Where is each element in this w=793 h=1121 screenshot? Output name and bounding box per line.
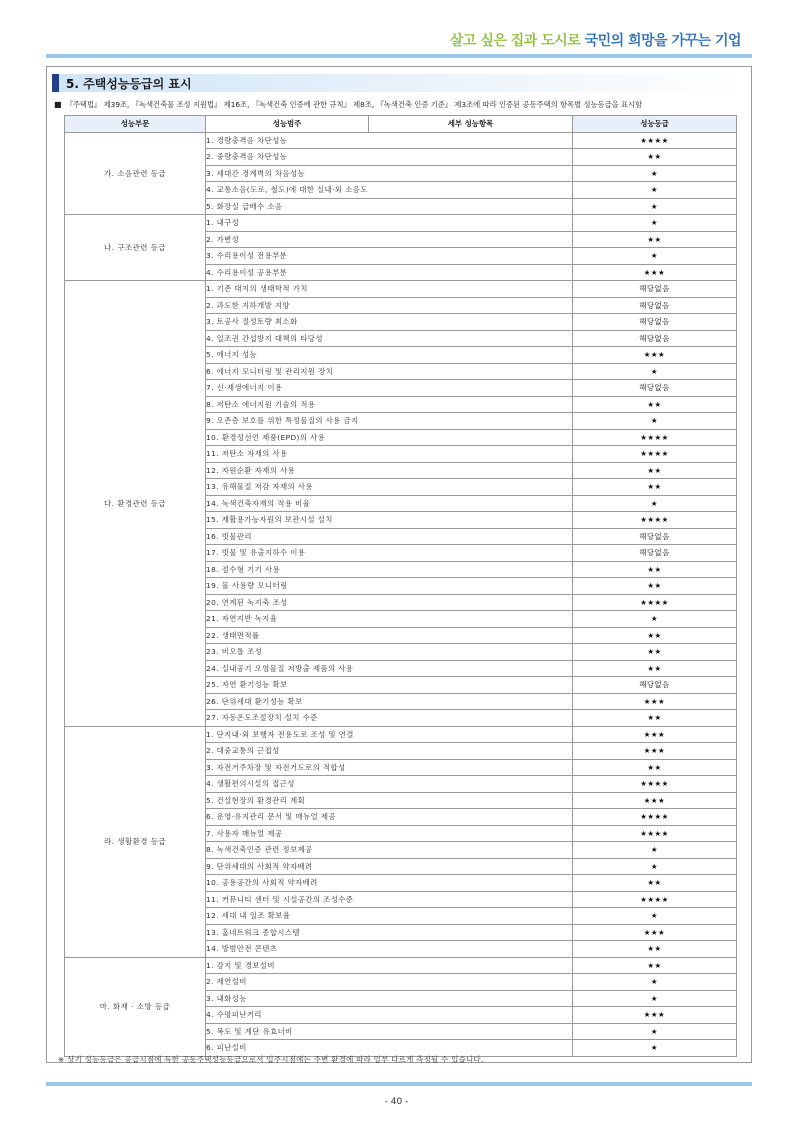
table-body: [65, 132, 737, 1056]
grade-cell: ★★★★: [573, 512, 737, 529]
item-name-cell: 4. 수리용이성 공용부분: [206, 264, 573, 281]
grade-cell: ★: [573, 611, 737, 628]
grade-cell: ★★★★: [573, 594, 737, 611]
grade-cell: ★: [573, 974, 737, 991]
performance-grade-table: [64, 115, 737, 1057]
grade-cell: ★★★: [573, 726, 737, 743]
item-name-cell: 19. 물 사용량 모니터링: [206, 578, 573, 595]
item-name-cell: 13. 유해물질 저감 자재의 사용: [206, 479, 573, 496]
item-name-cell: 27. 자동온도조절장치 설치 수준: [206, 710, 573, 727]
category-cell: 마. 화재 · 소방 등급: [65, 957, 206, 1056]
item-name-cell: 3. 자전거주차장 및 자전거도로의 적합성: [206, 759, 573, 776]
section-header: [52, 74, 744, 92]
grade-cell: ★: [573, 248, 737, 265]
footnote: ※ 상기 성능등급은 공급시점에 득한 공동주택성능등급으로서 입주시점에는 주변 환경에 따라 일부 다르게 측정될 수 있습니다.: [58, 1055, 484, 1064]
table-header-row: [65, 116, 737, 133]
grade-cell: ★: [573, 858, 737, 875]
item-name-cell: 20. 연계된 녹지축 조성: [206, 594, 573, 611]
item-name-cell: 11. 저탄소 자재의 사용: [206, 446, 573, 463]
category-cell: 다. 환경관련 등급: [65, 281, 206, 727]
item-name-cell: 3. 세대간 경계벽의 차음성능: [206, 165, 573, 182]
item-name-cell: 1. 단지내·외 보행자 전용도로 조성 및 연결: [206, 726, 573, 743]
item-name-cell: 23. 비오톱 조성: [206, 644, 573, 661]
item-name-cell: 18. 절수형 기기 사용: [206, 561, 573, 578]
grade-cell: ★★: [573, 957, 737, 974]
item-name-cell: 1. 기존 대지의 생태학적 가치: [206, 281, 573, 298]
grade-cell: ★★★: [573, 924, 737, 941]
grade-cell: 해당없음: [573, 545, 737, 562]
item-name-cell: 14. 녹색건축자재의 적용 비율: [206, 495, 573, 512]
item-name-cell: 5. 복도 및 계단 유효너비: [206, 1023, 573, 1040]
item-name-cell: 21. 자연지반 녹지율: [206, 611, 573, 628]
item-name-cell: 24. 실내공기 오염물질 저방출 제품의 사용: [206, 660, 573, 677]
item-name-cell: 25. 자연 환기성능 확보: [206, 677, 573, 694]
grade-cell: 해당없음: [573, 281, 737, 298]
grade-cell: 해당없음: [573, 528, 737, 545]
item-name-cell: 2. 제연설비: [206, 974, 573, 991]
item-name-cell: 8. 녹색건축인증 관련 정보제공: [206, 842, 573, 859]
grade-cell: ★★★: [573, 693, 737, 710]
grade-cell: ★: [573, 990, 737, 1007]
table-row: [65, 957, 737, 974]
section-marker: [52, 74, 59, 92]
item-name-cell: 9. 오존층 보호를 위한 특정물질의 사용 금지: [206, 413, 573, 430]
grade-cell: ★★★: [573, 347, 737, 364]
section-title: 5. 주택성능등급의 표시: [66, 77, 192, 91]
grade-cell: ★★★: [573, 792, 737, 809]
item-name-cell: 12. 세대 내 일조 확보율: [206, 908, 573, 925]
grade-cell: ★★★★: [573, 825, 737, 842]
section-intro: [54, 100, 750, 110]
header-detail: 세부 성능항목: [369, 116, 573, 133]
item-name-cell: 17. 빗물 및 유출지하수 이용: [206, 545, 573, 562]
item-name-cell: 4. 생활편의시설의 접근성: [206, 776, 573, 793]
bottom-divider: [46, 1082, 752, 1086]
item-name-cell: 8. 저탄소 에너지원 기술의 적용: [206, 396, 573, 413]
grade-cell: ★★★★: [573, 429, 737, 446]
item-name-cell: 11. 커뮤니티 센터 및 시설공간의 조성수준: [206, 891, 573, 908]
item-name-cell: 5. 에너지 성능: [206, 347, 573, 364]
grade-cell: 해당없음: [573, 677, 737, 694]
item-name-cell: 10. 환경성선언 제품(EPD)의 사용: [206, 429, 573, 446]
grade-cell: 해당없음: [573, 297, 737, 314]
item-name-cell: 3. 수리용이성 전용부분: [206, 248, 573, 265]
category-cell: 라. 생활환경 등급: [65, 726, 206, 957]
grade-cell: ★★: [573, 627, 737, 644]
grade-cell: ★★★★: [573, 446, 737, 463]
grade-cell: 해당없음: [573, 330, 737, 347]
grade-cell: ★★★: [573, 1007, 737, 1024]
item-name-cell: 10. 공용공간의 사회적 약자배려: [206, 875, 573, 892]
item-name-cell: 3. 토공사 절성토량 최소화: [206, 314, 573, 331]
item-name-cell: 12. 자원순환 자재의 사용: [206, 462, 573, 479]
grade-cell: ★★★★: [573, 809, 737, 826]
header-scope: 성능범주: [206, 116, 369, 133]
grade-cell: ★: [573, 182, 737, 199]
item-name-cell: 22. 생태면적률: [206, 627, 573, 644]
item-name-cell: 9. 단위세대의 사회적 약자배려: [206, 858, 573, 875]
item-name-cell: 7. 사용자 매뉴얼 제공: [206, 825, 573, 842]
slogan-part1: 살고 싶은 집과 도시로: [449, 33, 581, 49]
item-name-cell: 15. 재활용가능자원의 보관시설 설치: [206, 512, 573, 529]
grade-cell: ★: [573, 842, 737, 859]
top-divider: [46, 54, 752, 58]
header-grade: 성능등급: [573, 116, 737, 133]
grade-cell: ★★★: [573, 264, 737, 281]
grade-cell: ★: [573, 908, 737, 925]
item-name-cell: 3. 내화성능: [206, 990, 573, 1007]
item-name-cell: 26. 단위세대 환기성능 확보: [206, 693, 573, 710]
grade-cell: ★★: [573, 875, 737, 892]
grade-cell: ★★: [573, 149, 737, 166]
intro-text: 『주택법』 제39조, 『녹색건축물 조성 지원법』 제16조, 『녹색건축 인증에 관한 규칙』 제8조, 『녹색건축 인증 기준』 제3조에 따라 인증된 공동주택의 항목별 성능등급을 표시함: [65, 100, 643, 109]
grade-cell: ★★★★: [573, 132, 737, 149]
slogan-part2: 국민의 희망을 가꾸는 기업: [584, 33, 741, 49]
grade-cell: ★★: [573, 644, 737, 661]
grade-cell: ★: [573, 363, 737, 380]
grade-cell: ★: [573, 198, 737, 215]
grade-cell: ★★★★: [573, 891, 737, 908]
square-bullet-icon: ■: [54, 100, 62, 109]
grade-cell: 해당없음: [573, 380, 737, 397]
item-name-cell: 5. 건설현장의 환경관리 계획: [206, 792, 573, 809]
grade-cell: ★★: [573, 759, 737, 776]
grade-cell: ★★: [573, 941, 737, 958]
grade-cell: ★★: [573, 479, 737, 496]
grade-cell: ★★: [573, 396, 737, 413]
item-name-cell: 4. 수평피난거리: [206, 1007, 573, 1024]
grade-cell: ★: [573, 165, 737, 182]
grade-cell: ★★: [573, 561, 737, 578]
grade-cell: ★★: [573, 462, 737, 479]
item-name-cell: 2. 가변성: [206, 231, 573, 248]
grade-cell: ★: [573, 1023, 737, 1040]
table-row: [65, 215, 737, 232]
grade-cell: ★: [573, 413, 737, 430]
grade-cell: ★: [573, 215, 737, 232]
header-slogan: [450, 30, 741, 50]
page-number: - 40 -: [384, 1097, 409, 1107]
item-name-cell: 1. 감지 및 경보설비: [206, 957, 573, 974]
item-name-cell: 2. 대중교통의 근접성: [206, 743, 573, 760]
grade-cell: ★★: [573, 660, 737, 677]
item-name-cell: 2. 과도한 지하개발 지양: [206, 297, 573, 314]
grade-cell: ★★★: [573, 743, 737, 760]
item-name-cell: 13. 홈네트워크 종합시스템: [206, 924, 573, 941]
table-row: [65, 132, 737, 149]
grade-cell: ★: [573, 495, 737, 512]
item-name-cell: 6. 피난설비: [206, 1040, 573, 1057]
item-name-cell: 14. 방범안전 콘텐츠: [206, 941, 573, 958]
item-name-cell: 6. 에너지 모니터링 및 관리지원 장치: [206, 363, 573, 380]
grade-cell: ★★: [573, 578, 737, 595]
item-name-cell: 16. 빗물관리: [206, 528, 573, 545]
table-row: [65, 726, 737, 743]
category-cell: 가. 소음관련 등급: [65, 132, 206, 215]
grade-cell: ★★: [573, 231, 737, 248]
item-name-cell: 7. 신·재생에너지 이용: [206, 380, 573, 397]
header-category: 성능부문: [65, 116, 206, 133]
item-name-cell: 4. 교통소음(도로, 철도)에 대한 실내·외 소음도: [206, 182, 573, 199]
grade-cell: ★★: [573, 710, 737, 727]
item-name-cell: 2. 중량충격음 차단성능: [206, 149, 573, 166]
table-row: [65, 281, 737, 298]
item-name-cell: 6. 운영·유지관리 문서 및 매뉴얼 제공: [206, 809, 573, 826]
item-name-cell: 1. 내구성: [206, 215, 573, 232]
item-name-cell: 4. 일조권 간섭방지 대책의 타당성: [206, 330, 573, 347]
category-cell: 나. 구조관련 등급: [65, 215, 206, 281]
item-name-cell: 5. 화장실 급배수 소음: [206, 198, 573, 215]
grade-cell: ★★★★: [573, 776, 737, 793]
grade-cell: ★: [573, 1040, 737, 1057]
item-name-cell: 1. 경량충격음 차단성능: [206, 132, 573, 149]
grade-cell: 해당없음: [573, 314, 737, 331]
